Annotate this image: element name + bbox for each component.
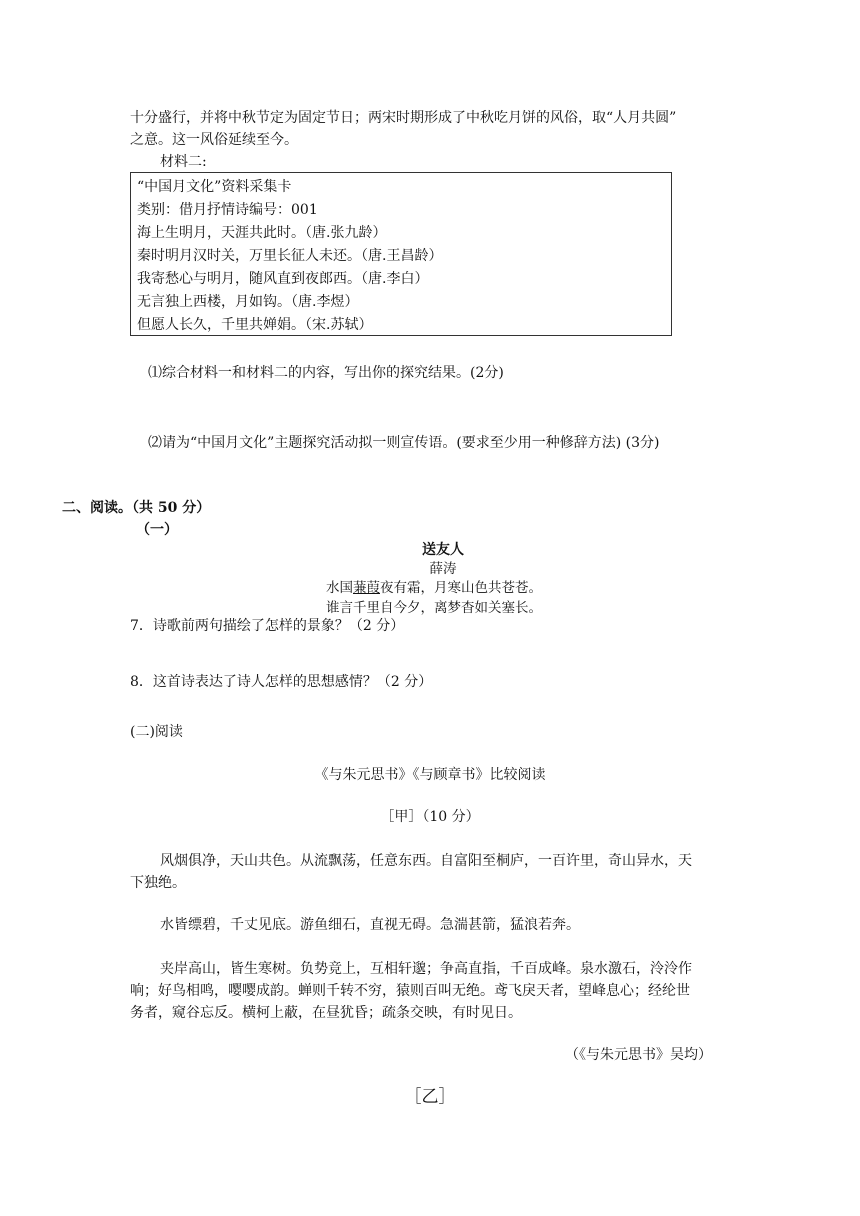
- card-poem-line: 我寄愁心与明月，随风直到夜郎西。（唐.李白）: [137, 271, 429, 287]
- question-8: 8．这首诗表达了诗人怎样的思想感情？（2 分）: [130, 674, 433, 690]
- underlined-word: 蒹葭: [353, 580, 380, 596]
- subsection-1-label: （一）: [136, 522, 178, 538]
- passage-p1-line-2: 下独绝。: [130, 875, 186, 891]
- passage-jia-label: ［甲］（10 分）: [380, 809, 480, 825]
- card-poem-line: 秦时明月汉时关，万里长征人未还。（唐.王昌龄）: [137, 248, 443, 264]
- material2-label: 材料二:: [160, 154, 207, 170]
- card-poem-line: 无言独上西楼，月如钩。（唐.李煜）: [137, 294, 359, 310]
- poem-title: 送友人: [422, 542, 464, 558]
- question-7: 7．诗歌前两句描绘了怎样的景象？（2 分）: [130, 618, 405, 634]
- data-collection-card: [130, 172, 672, 336]
- passage-p3-line-3: 务者，窥谷忘反。横柯上蔽，在昼犹昏；疏条交映，有时见日。: [130, 1005, 522, 1021]
- reading-2-label: (二)阅读: [130, 724, 183, 740]
- passage-yi-label: ［乙］: [404, 1087, 456, 1107]
- passage-p3-line-1: 夹岸高山，皆生寒树。负势竞上，互相轩邈；争高直指，千百成峰。泉水激石，泠泠作: [160, 961, 692, 977]
- question-2: ⑵请为“中国月文化”主题探究活动拟一则宣传语。(要求至少用一种修辞方法) (3分): [148, 435, 660, 451]
- passage-p3-line-2: 响；好鸟相鸣，嘤嘤成韵。蝉则千转不穷，猿则百叫无绝。鸢飞戾天者，望峰息心；经纶世: [130, 983, 690, 999]
- card-title: “中国月文化”资料采集卡: [137, 179, 292, 195]
- question-1: ⑴综合材料一和材料二的内容，写出你的探究结果。(2分): [148, 365, 504, 381]
- poem-line-1: [326, 578, 542, 598]
- passage-p2: 水皆缥碧，千丈见底。游鱼细石，直视无碍。急湍甚箭，猛浪若奔。: [160, 917, 580, 933]
- card-poem-line: 但愿人长久，千里共婵娟。（宋.苏轼）: [137, 317, 373, 333]
- section-heading: 二、阅读。（共 50 分）: [62, 500, 211, 516]
- card-category: 类别：借月抒情诗编号：001: [137, 202, 318, 218]
- poem-author: 薛涛: [429, 561, 457, 577]
- passage-source: （《与朱元思书》吴均）: [565, 1047, 712, 1063]
- poem-line-1-start: 水国: [326, 580, 353, 596]
- intro-line-1: 十分盛行，并将中秋节定为固定节日；两宋时期形成了中秋吃月饼的风俗，取“人月共圆”: [130, 110, 677, 126]
- comparison-title: 《与朱元思书》《与顾章书》比较阅读: [314, 767, 546, 783]
- poem-line-2: 谁言千里自今夕，离梦杳如关塞长。: [326, 600, 542, 616]
- poem-line-1-end: 夜有霜，月寒山色共苍苍。: [380, 580, 542, 596]
- card-poem-line: 海上生明月，天涯共此时。（唐.张九龄）: [137, 225, 387, 241]
- intro-line-2: 之意。这一风俗延续至今。: [130, 132, 298, 148]
- passage-p1-line-1: 风烟俱净，天山共色。从流飘荡，任意东西。自富阳至桐庐，一百许里，奇山异水，天: [160, 853, 692, 869]
